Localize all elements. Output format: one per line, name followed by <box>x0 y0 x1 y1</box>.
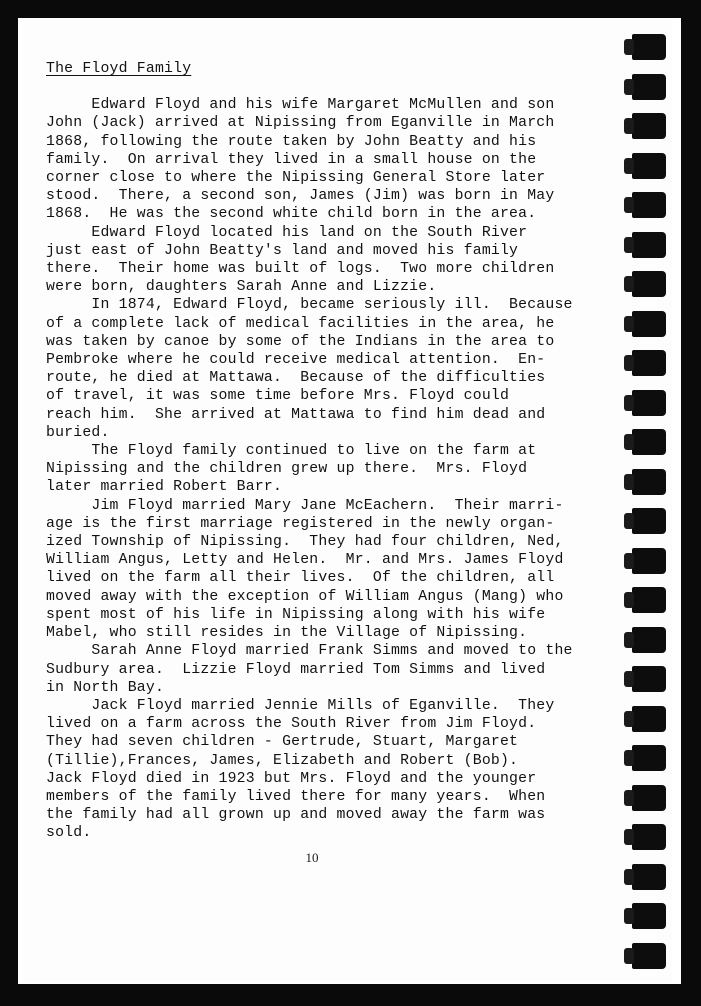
text-line: Mabel, who still resides in the Village of Nipissing. <box>46 625 528 642</box>
text-line: lived on a farm across the South River from Jim Floyd. <box>46 716 537 733</box>
text-line: Jim Floyd married Mary Jane McEachern. Their marri- <box>46 497 564 514</box>
page-title: The Floyd Family <box>46 61 192 77</box>
text-line: just east of John Beatty's land and moved his family <box>46 242 519 259</box>
text-line: lived on the farm all their lives. Of the children, all <box>46 570 555 587</box>
spiral-ring-icon <box>632 943 666 969</box>
text-line: of a complete lack of medical facilities in the area, he <box>46 315 555 332</box>
text-line: stood. There, a second son, James (Jim) was born in May <box>46 188 555 205</box>
page-number: 10 <box>305 850 319 865</box>
text-line: route, he died at Mattawa. Because of the difficulties <box>46 370 546 387</box>
text-line: Sarah Anne Floyd married Frank Simms and moved to the <box>46 643 573 660</box>
spiral-binding <box>620 20 672 982</box>
text-line: Sudbury area. Lizzie Floyd married Tom Simms and lived <box>46 661 546 678</box>
text-line: spent most of his life in Nipissing along with his wife <box>46 606 546 623</box>
text-line: Pembroke where he could receive medical attention. En- <box>46 352 546 369</box>
spiral-ring-icon <box>632 508 666 534</box>
spiral-ring-icon <box>632 271 666 297</box>
text-line: buried. <box>46 424 110 441</box>
paragraph-lines <box>46 96 606 842</box>
text-line: William Angus, Letty and Helen. Mr. and Mrs. James Floyd <box>46 552 564 569</box>
spiral-ring-icon <box>632 666 666 692</box>
spiral-ring-icon <box>632 232 666 258</box>
text-line: Jack Floyd married Jennie Mills of Eganville. They <box>46 697 555 714</box>
text-line: reach him. She arrived at Mattawa to find him dead and <box>46 406 546 423</box>
spiral-ring-icon <box>632 429 666 455</box>
text-line: 1868, following the route taken by John Beatty and his <box>46 133 537 150</box>
text-line: Edward Floyd and his wife Margaret McMullen and son <box>46 97 555 114</box>
spiral-ring-icon <box>632 745 666 771</box>
spiral-ring-icon <box>632 192 666 218</box>
text-line: 1868. He was the second white child born in the area. <box>46 206 537 223</box>
text-line: sold. <box>46 825 92 842</box>
text-line: In 1874, Edward Floyd, became seriously ill. Because <box>46 297 573 314</box>
text-line: Jack Floyd died in 1923 but Mrs. Floyd and the younger <box>46 770 537 787</box>
text-line: corner close to where the Nipissing General Store later <box>46 170 546 187</box>
text-line: John (Jack) arrived at Nipissing from Eganville in March <box>46 115 555 132</box>
text-line: The Floyd family continued to live on the farm at <box>46 443 537 460</box>
text-line: Edward Floyd located his land on the South River <box>46 224 528 241</box>
text-line: Nipissing and the children grew up there. Mrs. Floyd <box>46 461 528 478</box>
spiral-ring-icon <box>632 390 666 416</box>
spiral-ring-icon <box>632 74 666 100</box>
spiral-ring-icon <box>632 153 666 179</box>
text-line: family. On arrival they lived in a small house on the <box>46 151 537 168</box>
text-line: there. Their home was built of logs. Two more children <box>46 261 555 278</box>
document-page <box>22 20 672 982</box>
text-line: of travel, it was some time before Mrs. Floyd could <box>46 388 510 405</box>
spiral-ring-icon <box>632 785 666 811</box>
spiral-ring-icon <box>632 350 666 376</box>
text-line: in North Bay. <box>46 679 165 696</box>
spiral-ring-icon <box>632 469 666 495</box>
spiral-ring-icon <box>632 864 666 890</box>
text-line: later married Robert Barr. <box>46 479 283 496</box>
spiral-ring-icon <box>632 34 666 60</box>
text-line: were born, daughters Sarah Anne and Lizzie. <box>46 279 437 296</box>
text-line: They had seven children - Gertrude, Stuart, Margaret <box>46 734 519 751</box>
spiral-ring-icon <box>632 113 666 139</box>
spiral-ring-icon <box>632 706 666 732</box>
text-line: ized Township of Nipissing. They had four children, Ned, <box>46 534 564 551</box>
text-line: (Tillie),Frances, James, Elizabeth and Robert (Bob). <box>46 752 519 769</box>
spiral-ring-icon <box>632 824 666 850</box>
spiral-ring-icon <box>632 548 666 574</box>
spiral-ring-icon <box>632 627 666 653</box>
text-line: the family had all grown up and moved away the farm was <box>46 807 546 824</box>
text-line: age is the first marriage registered in the newly organ- <box>46 515 555 532</box>
text-line: members of the family lived there for many years. When <box>46 788 546 805</box>
spiral-ring-icon <box>632 587 666 613</box>
body-text <box>46 60 606 843</box>
text-line: moved away with the exception of William Angus (Mang) who <box>46 588 564 605</box>
spiral-ring-icon <box>632 903 666 929</box>
text-line: was taken by canoe by some of the Indians in the area to <box>46 333 555 350</box>
spiral-ring-icon <box>632 311 666 337</box>
